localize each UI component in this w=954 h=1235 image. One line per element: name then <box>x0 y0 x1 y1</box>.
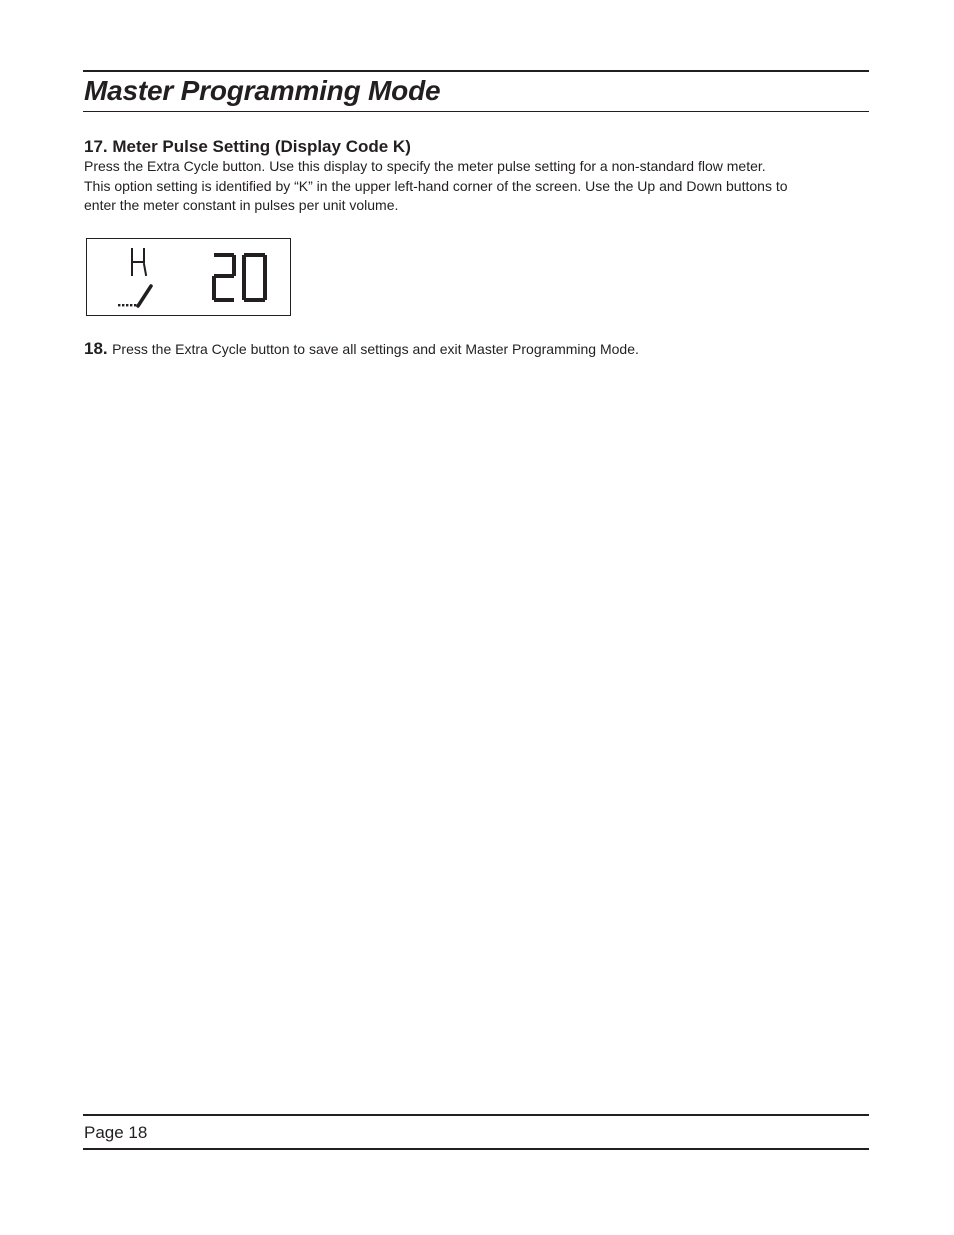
footer-top-rule <box>83 1114 869 1116</box>
step-18-number: 18. <box>84 339 108 358</box>
lcd-display-graphic <box>87 239 290 315</box>
page-number: Page 18 <box>84 1123 148 1142</box>
step-18-text: Press the Extra Cycle button to save all settings and exit Master Programming Mode. <box>112 341 639 357</box>
step-18-instruction <box>84 337 639 362</box>
body-line: Press the Extra Cycle button. Use this display to specify the meter pulse setting for a non-standard flow meter. <box>84 158 766 174</box>
lcd-value-digits <box>214 255 265 300</box>
section-heading-meter-pulse-setting: 17. Meter Pulse Setting (Display Code K) <box>84 137 411 156</box>
body-line: enter the meter constant in pulses per unit volume. <box>84 197 399 213</box>
lcd-digit-2 <box>214 255 234 300</box>
programming-wrench-icon <box>118 286 151 306</box>
lcd-code-k-glyph <box>132 249 146 275</box>
section-body-meter-pulse-setting <box>84 157 874 216</box>
header-top-rule <box>83 70 869 72</box>
lcd-display-screen <box>86 238 291 316</box>
header-bottom-rule <box>83 111 869 112</box>
body-line: This option setting is identified by “K” in the upper left-hand corner of the screen. Use the Up and Down buttons to <box>84 177 788 194</box>
lcd-digit-0 <box>244 255 265 300</box>
page-title: Master Programming Mode <box>84 75 441 106</box>
footer-bottom-rule <box>83 1148 869 1150</box>
